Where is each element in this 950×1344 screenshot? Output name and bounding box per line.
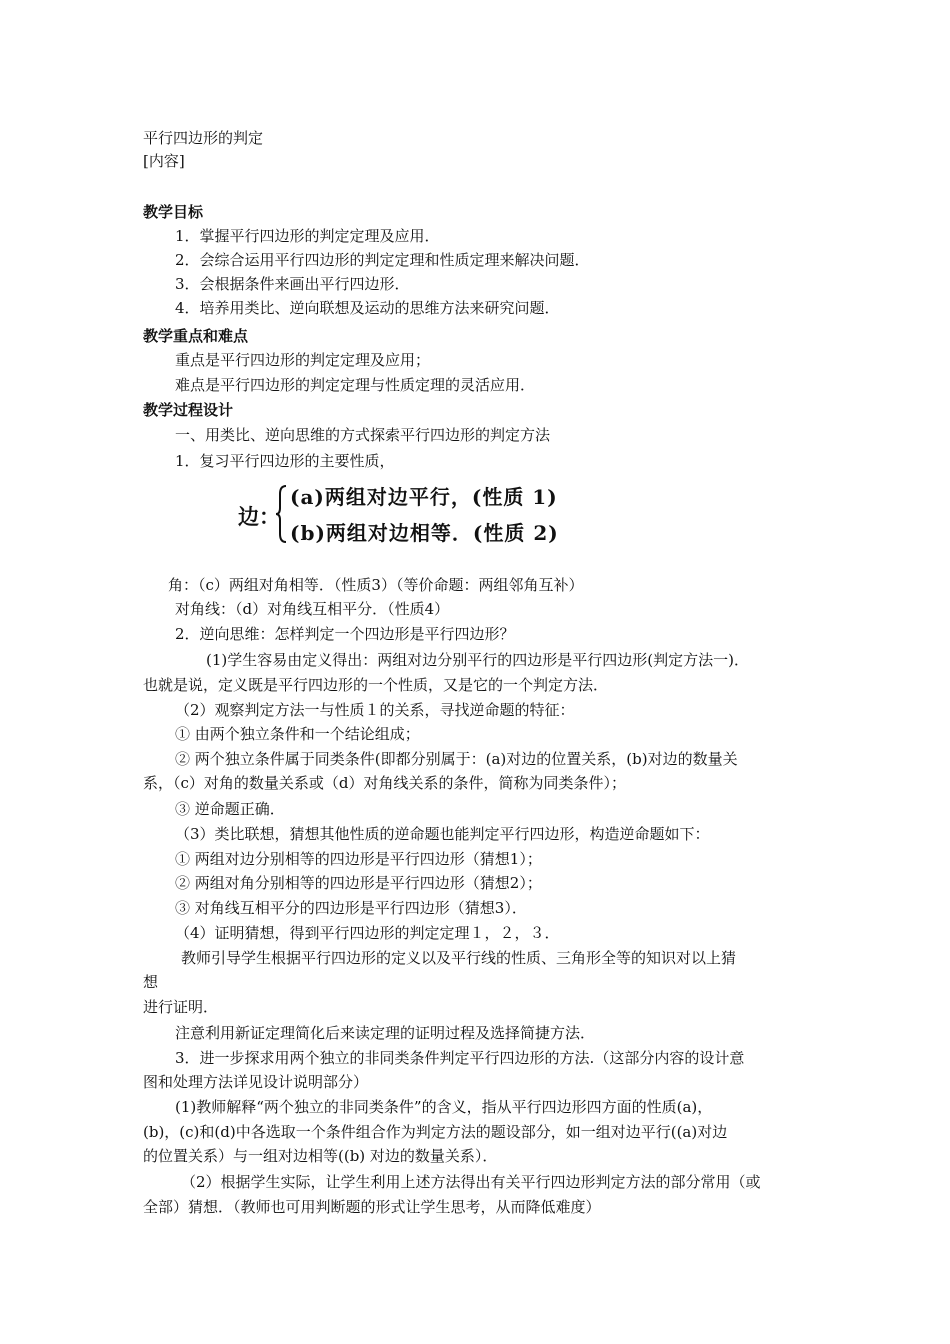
body-line: ① 由两个独立条件和一个结论组成； bbox=[175, 725, 420, 743]
body-line: 进行证明． bbox=[143, 998, 219, 1016]
body-line: 教师引导学生根据平行四边形的定义以及平行线的性质、三角形全等的知识对以上猜 bbox=[181, 949, 737, 967]
body-line: 也就是说，定义既是平行四边形的一个性质，又是它的一个判定方法． bbox=[143, 676, 609, 694]
body-line: ③ 对角线互相平分的四边形是平行四边形（猜想3）． bbox=[175, 899, 527, 917]
body-line: 3．进一步探求用两个独立的非同类条件判定平行四边形的方法.（这部分内容的设计意 bbox=[175, 1049, 745, 1067]
objective-item: 1．掌握平行四边形的判定定理及应用． bbox=[175, 227, 440, 245]
keypoints-heading: 教学重点和难点 bbox=[143, 327, 249, 345]
body-line: 想 bbox=[143, 973, 159, 991]
body-line: (1)教师解释“两个独立的非同类条件”的含义，指从平行四边形四方面的性质(a)， bbox=[175, 1098, 713, 1116]
properties-figure bbox=[238, 482, 568, 552]
content-tag: [内容] bbox=[143, 152, 185, 170]
brace-icon bbox=[276, 484, 288, 544]
body-line: （2）根据学生实际，让学生利用上述方法得出有关平行四边形判定方法的部分常用（或 bbox=[181, 1173, 761, 1191]
body-line: 全部）猜想．（教师也可用判断题的形式让学生思考，从而降低难度） bbox=[143, 1198, 601, 1216]
section-heading: 一、用类比、逆向思维的方式探索平行四边形的判定方法 bbox=[175, 426, 551, 444]
body-line: （4）证明猜想，得到平行四边形的判定定理１，２，３． bbox=[175, 924, 560, 942]
body-line: (b)，(c)和(d)中各选取一个条件组合作为判定方法的题设部分，如一组对边平行((a)对边 bbox=[143, 1123, 728, 1141]
process-heading: 教学过程设计 bbox=[143, 401, 234, 419]
body-line: 注意利用新证定理简化后来读定理的证明过程及选择简捷方法． bbox=[175, 1024, 596, 1042]
figure-line-a: (a)两组对边平行，(性质 1) bbox=[290, 485, 558, 509]
objective-item: 4．培养用类比、逆向联想及运动的思维方法来研究问题． bbox=[175, 299, 560, 317]
keypoint-item: 重点是平行四边形的判定定理及应用； bbox=[175, 351, 431, 369]
body-line: 系，（c）对角的数量关系或（d）对角线关系的条件，简称为同类条件）； bbox=[143, 774, 627, 792]
figure-label: 边： bbox=[238, 504, 280, 529]
body-line: 对角线：（d）对角线互相平分．（性质4） bbox=[175, 600, 450, 618]
body-line: ② 两个独立条件属于同类条件(即都分别属于：(a)对边的位置关系，(b)对边的数量关 bbox=[175, 750, 738, 768]
body-line: (1)学生容易由定义得出：两组对边分别平行的四边形是平行四边形(判定方法一)． bbox=[206, 651, 749, 669]
body-line: 2．逆向思维：怎样判定一个四边形是平行四边形？ bbox=[175, 625, 515, 643]
body-line: ③ 逆命题正确． bbox=[175, 800, 285, 818]
objective-item: 3．会根据条件来画出平行四边形． bbox=[175, 275, 410, 293]
objective-item: 2．会综合运用平行四边形的判定定理和性质定理来解决问题． bbox=[175, 251, 590, 269]
body-line: ② 两组对角分别相等的四边形是平行四边形（猜想2）； bbox=[175, 874, 542, 892]
figure-line-b: (b)两组对边相等．(性质 2) bbox=[290, 521, 559, 545]
body-line: （3）类比联想，猜想其他性质的逆命题也能判定平行四边形，构造逆命题如下： bbox=[175, 825, 710, 843]
review-line: 1．复习平行四边形的主要性质， bbox=[175, 452, 395, 470]
body-line: ① 两组对边分别相等的四边形是平行四边形（猜想1）； bbox=[175, 850, 542, 868]
body-line: （2）观察判定方法一与性质１的关系，寻找逆命题的特征： bbox=[175, 701, 575, 719]
body-line: 图和处理方法详见设计说明部分） bbox=[143, 1073, 369, 1091]
body-line: 的位置关系）与一组对边相等((b) 对边的数量关系）． bbox=[143, 1147, 498, 1165]
objectives-heading: 教学目标 bbox=[143, 203, 204, 221]
keypoint-item: 难点是平行四边形的判定定理与性质定理的灵活应用． bbox=[175, 376, 536, 394]
body-line: 角：（c）两组对角相等．（性质3）（等价命题：两组邻角互补） bbox=[168, 576, 584, 594]
doc-title: 平行四边形的判定 bbox=[143, 129, 264, 147]
